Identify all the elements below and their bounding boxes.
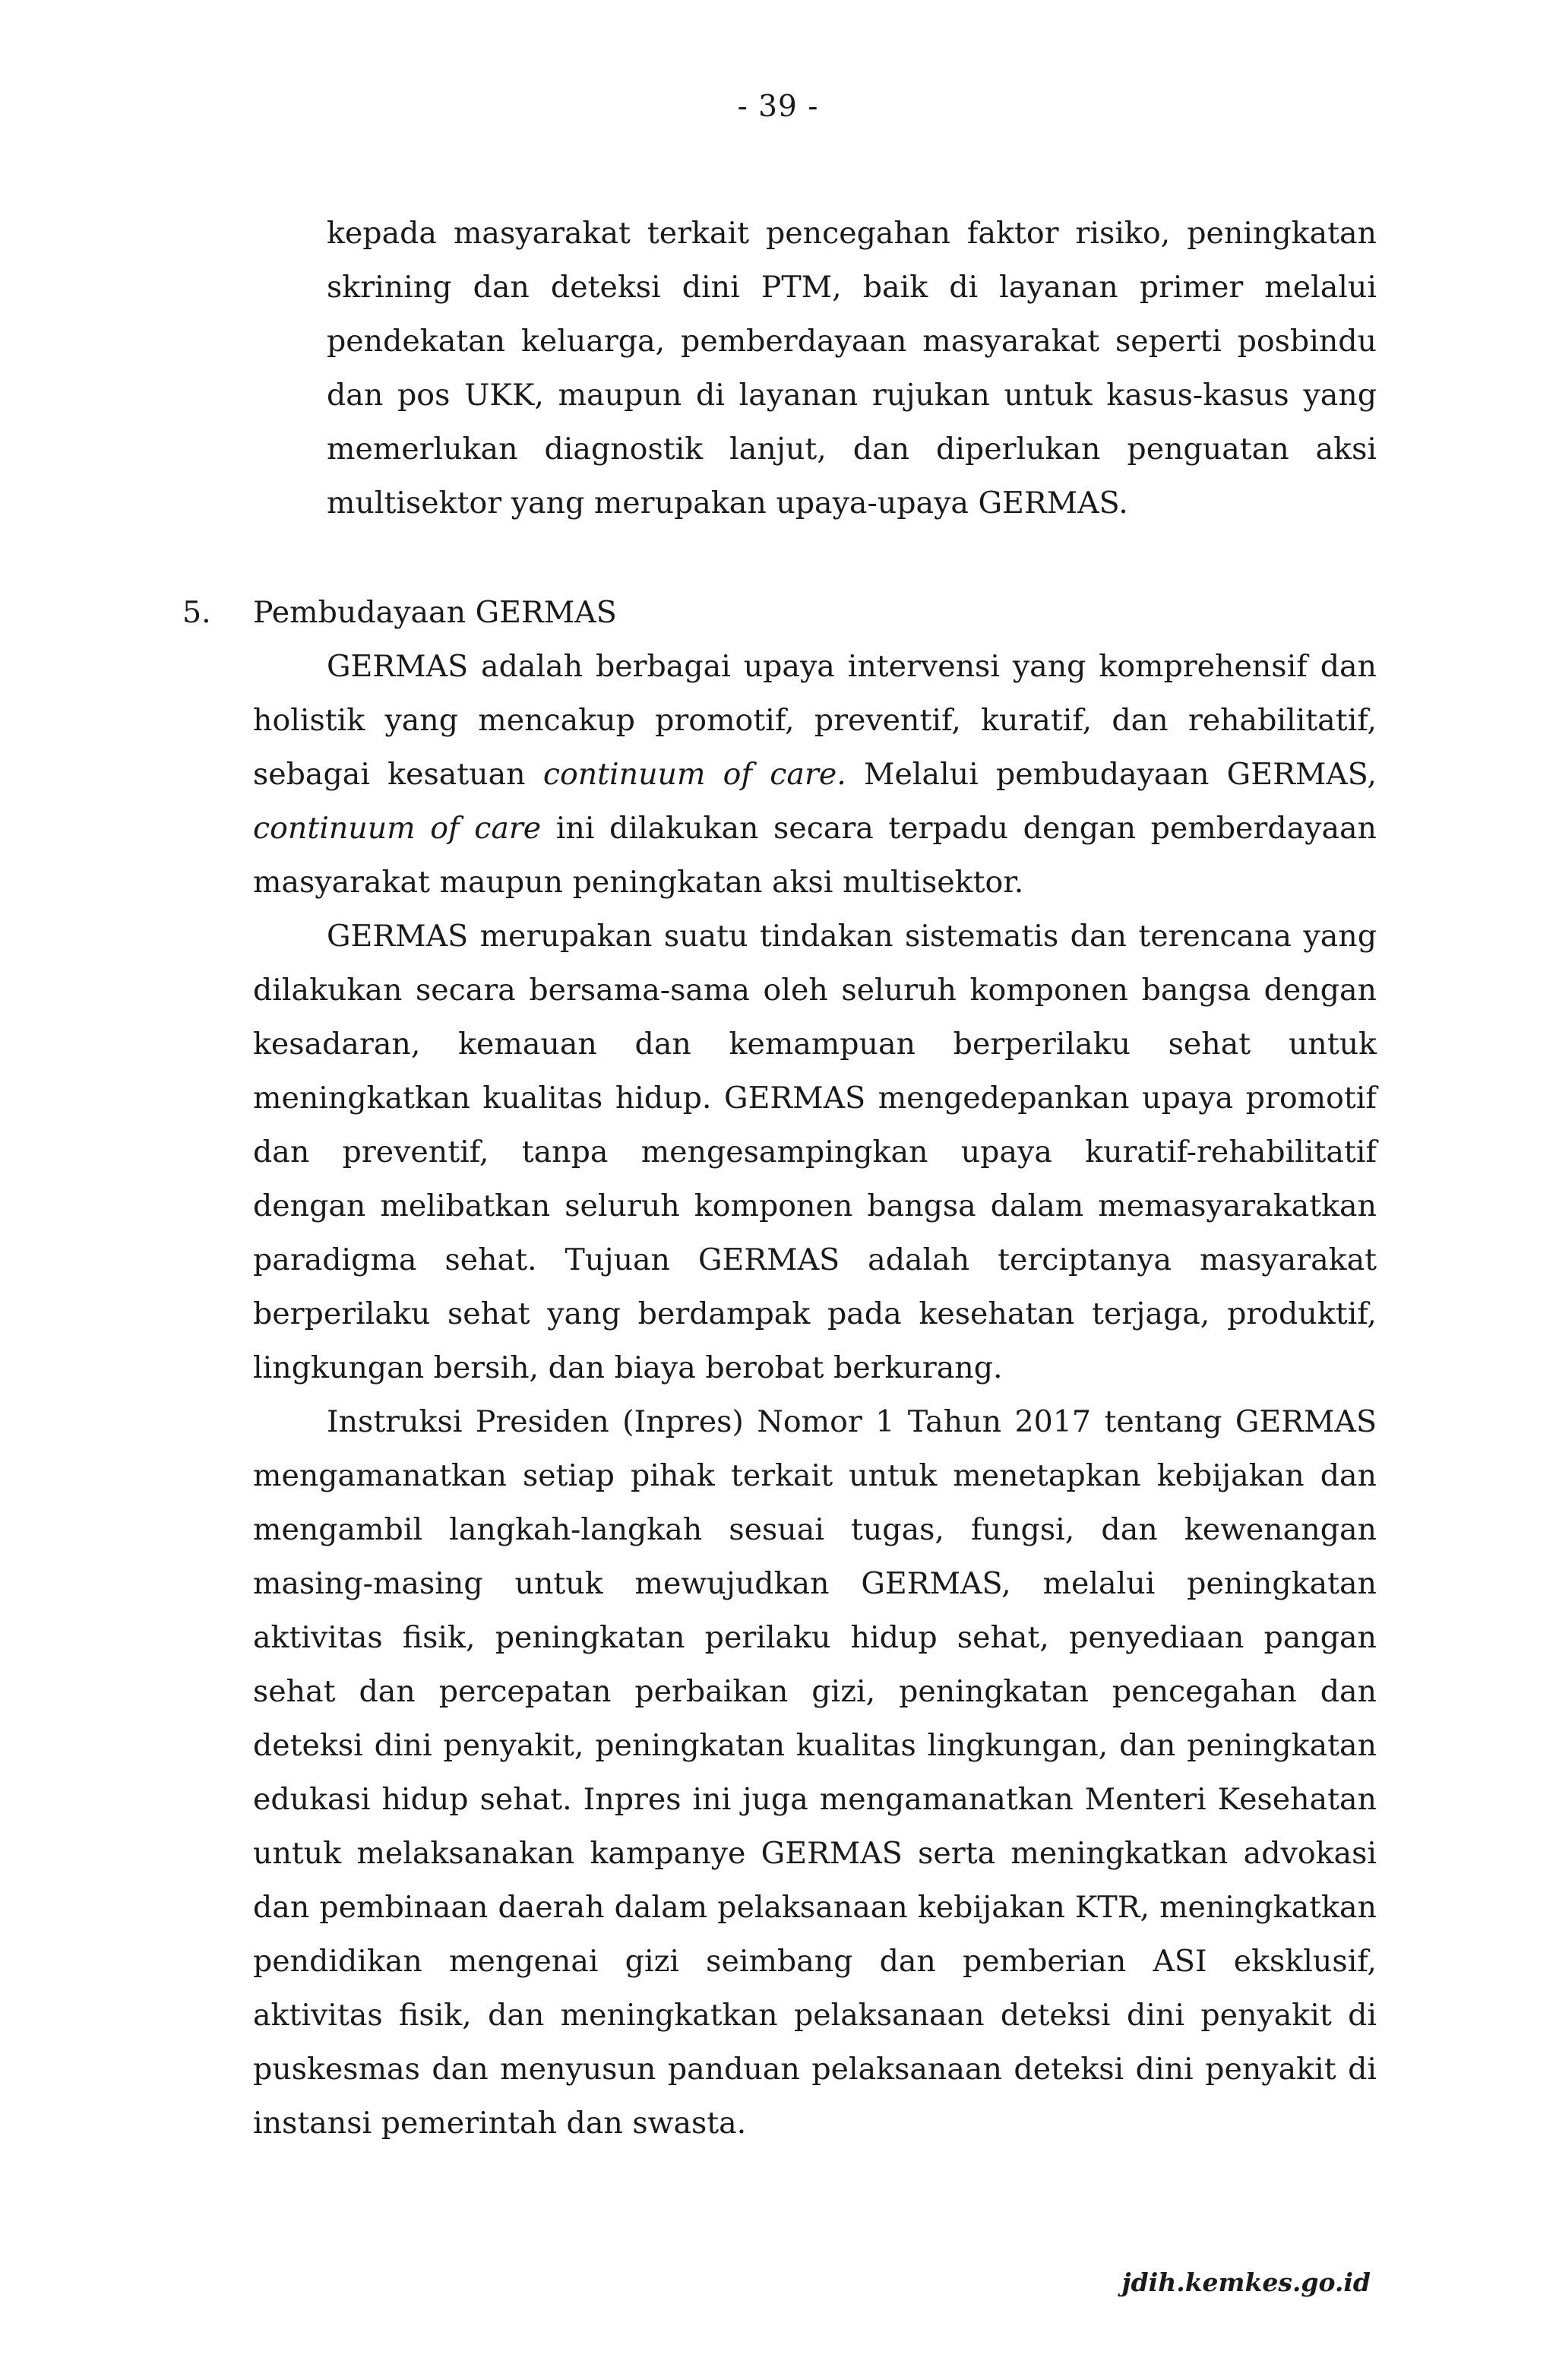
- continuation-paragraph: kepada masyarakat terkait pencegahan faktor risiko, peningkatan skrining dan deteksi dini PTM, baik di layanan primer melalui pendekatan keluarga, pemberdayaan masyarakat seperti posbindu dan pos UKK, maupun di layanan rujukan untuk kasus-kasus yang memerlukan diagnostik lanjut, dan diperlukan penguatan aksi multisektor yang merupakan upaya-upaya GERMAS.: [327, 216, 1377, 521]
- section-paragraph-2: GERMAS merupakan suatu tindakan sistematis dan terencana yang dilakukan secara bersama-sama oleh seluruh komponen bangsa dengan kesadaran, kemauan dan kemampuan berperilaku sehat untuk meningkatkan kualitas hidup. GERMAS mengedepankan upaya promotif dan preventif, tanpa mengesampingkan upaya kuratif-rehabilitatif dengan melibatkan seluruh komponen bangsa dalam memasyarakatkan paradigma sehat. Tujuan GERMAS adalah terciptanya masyarakat berperilaku sehat yang berdampak pada kesehatan terjaga, produktif, lingkungan bersih, dan biaya berobat berkurang.: [253, 919, 1377, 1385]
- paragraph-text: GERMAS adalah berbagai upaya intervensi yang komprehensif dan holistik yang mencakup promotif, preventif, kuratif, dan rehabilitatif, sebagai kesatuan: [253, 649, 1377, 792]
- paragraph-text: ini dilakukan secara terpadu dengan pemberdayaan masyarakat maupun peningkatan aksi multisektor.: [253, 811, 1377, 900]
- paragraph-text: Melalui pembudayaan GERMAS,: [846, 757, 1377, 792]
- italic-term: continuum of care.: [542, 757, 846, 792]
- section-title: Pembudayaan GERMAS: [253, 595, 617, 630]
- footer-site-link[interactable]: jdih.kemkes.go.id: [1121, 2268, 1371, 2297]
- page-number: - 39 -: [737, 90, 819, 124]
- section-paragraph-1: [253, 640, 1377, 910]
- italic-term: continuum of care: [253, 811, 542, 846]
- section-number: 5.: [182, 595, 211, 630]
- section-paragraph-3: Instruksi Presiden (Inpres) Nomor 1 Tahun 2017 tentang GERMAS mengamanatkan setiap pihak terkait untuk menetapkan kebijakan dan mengambil langkah-langkah sesuai tugas, fungsi, dan kewenangan masing-masing untuk mewujudkan GERMAS, melalui peningkatan aktivitas fisik, peningkatan perilaku hidup sehat, penyediaan pangan sehat dan percepatan perbaikan gizi, peningkatan pencegahan dan deteksi dini penyakit, peningkatan kualitas lingkungan, dan peningkatan edukasi hidup sehat. Inpres ini juga mengamanatkan Menteri Kesehatan untuk melaksanakan kampanye GERMAS serta meningkatkan advokasi dan pembinaan daerah dalam pelaksanaan kebijakan KTR, meningkatkan pendidikan mengenai gizi seimbang dan pemberian ASI eksklusif, aktivitas fisik, dan meningkatkan pelaksanaan deteksi dini penyakit di puskesmas dan menyusun panduan pelaksanaan deteksi dini penyakit di instansi pemerintah dan swasta.: [253, 1404, 1377, 2141]
